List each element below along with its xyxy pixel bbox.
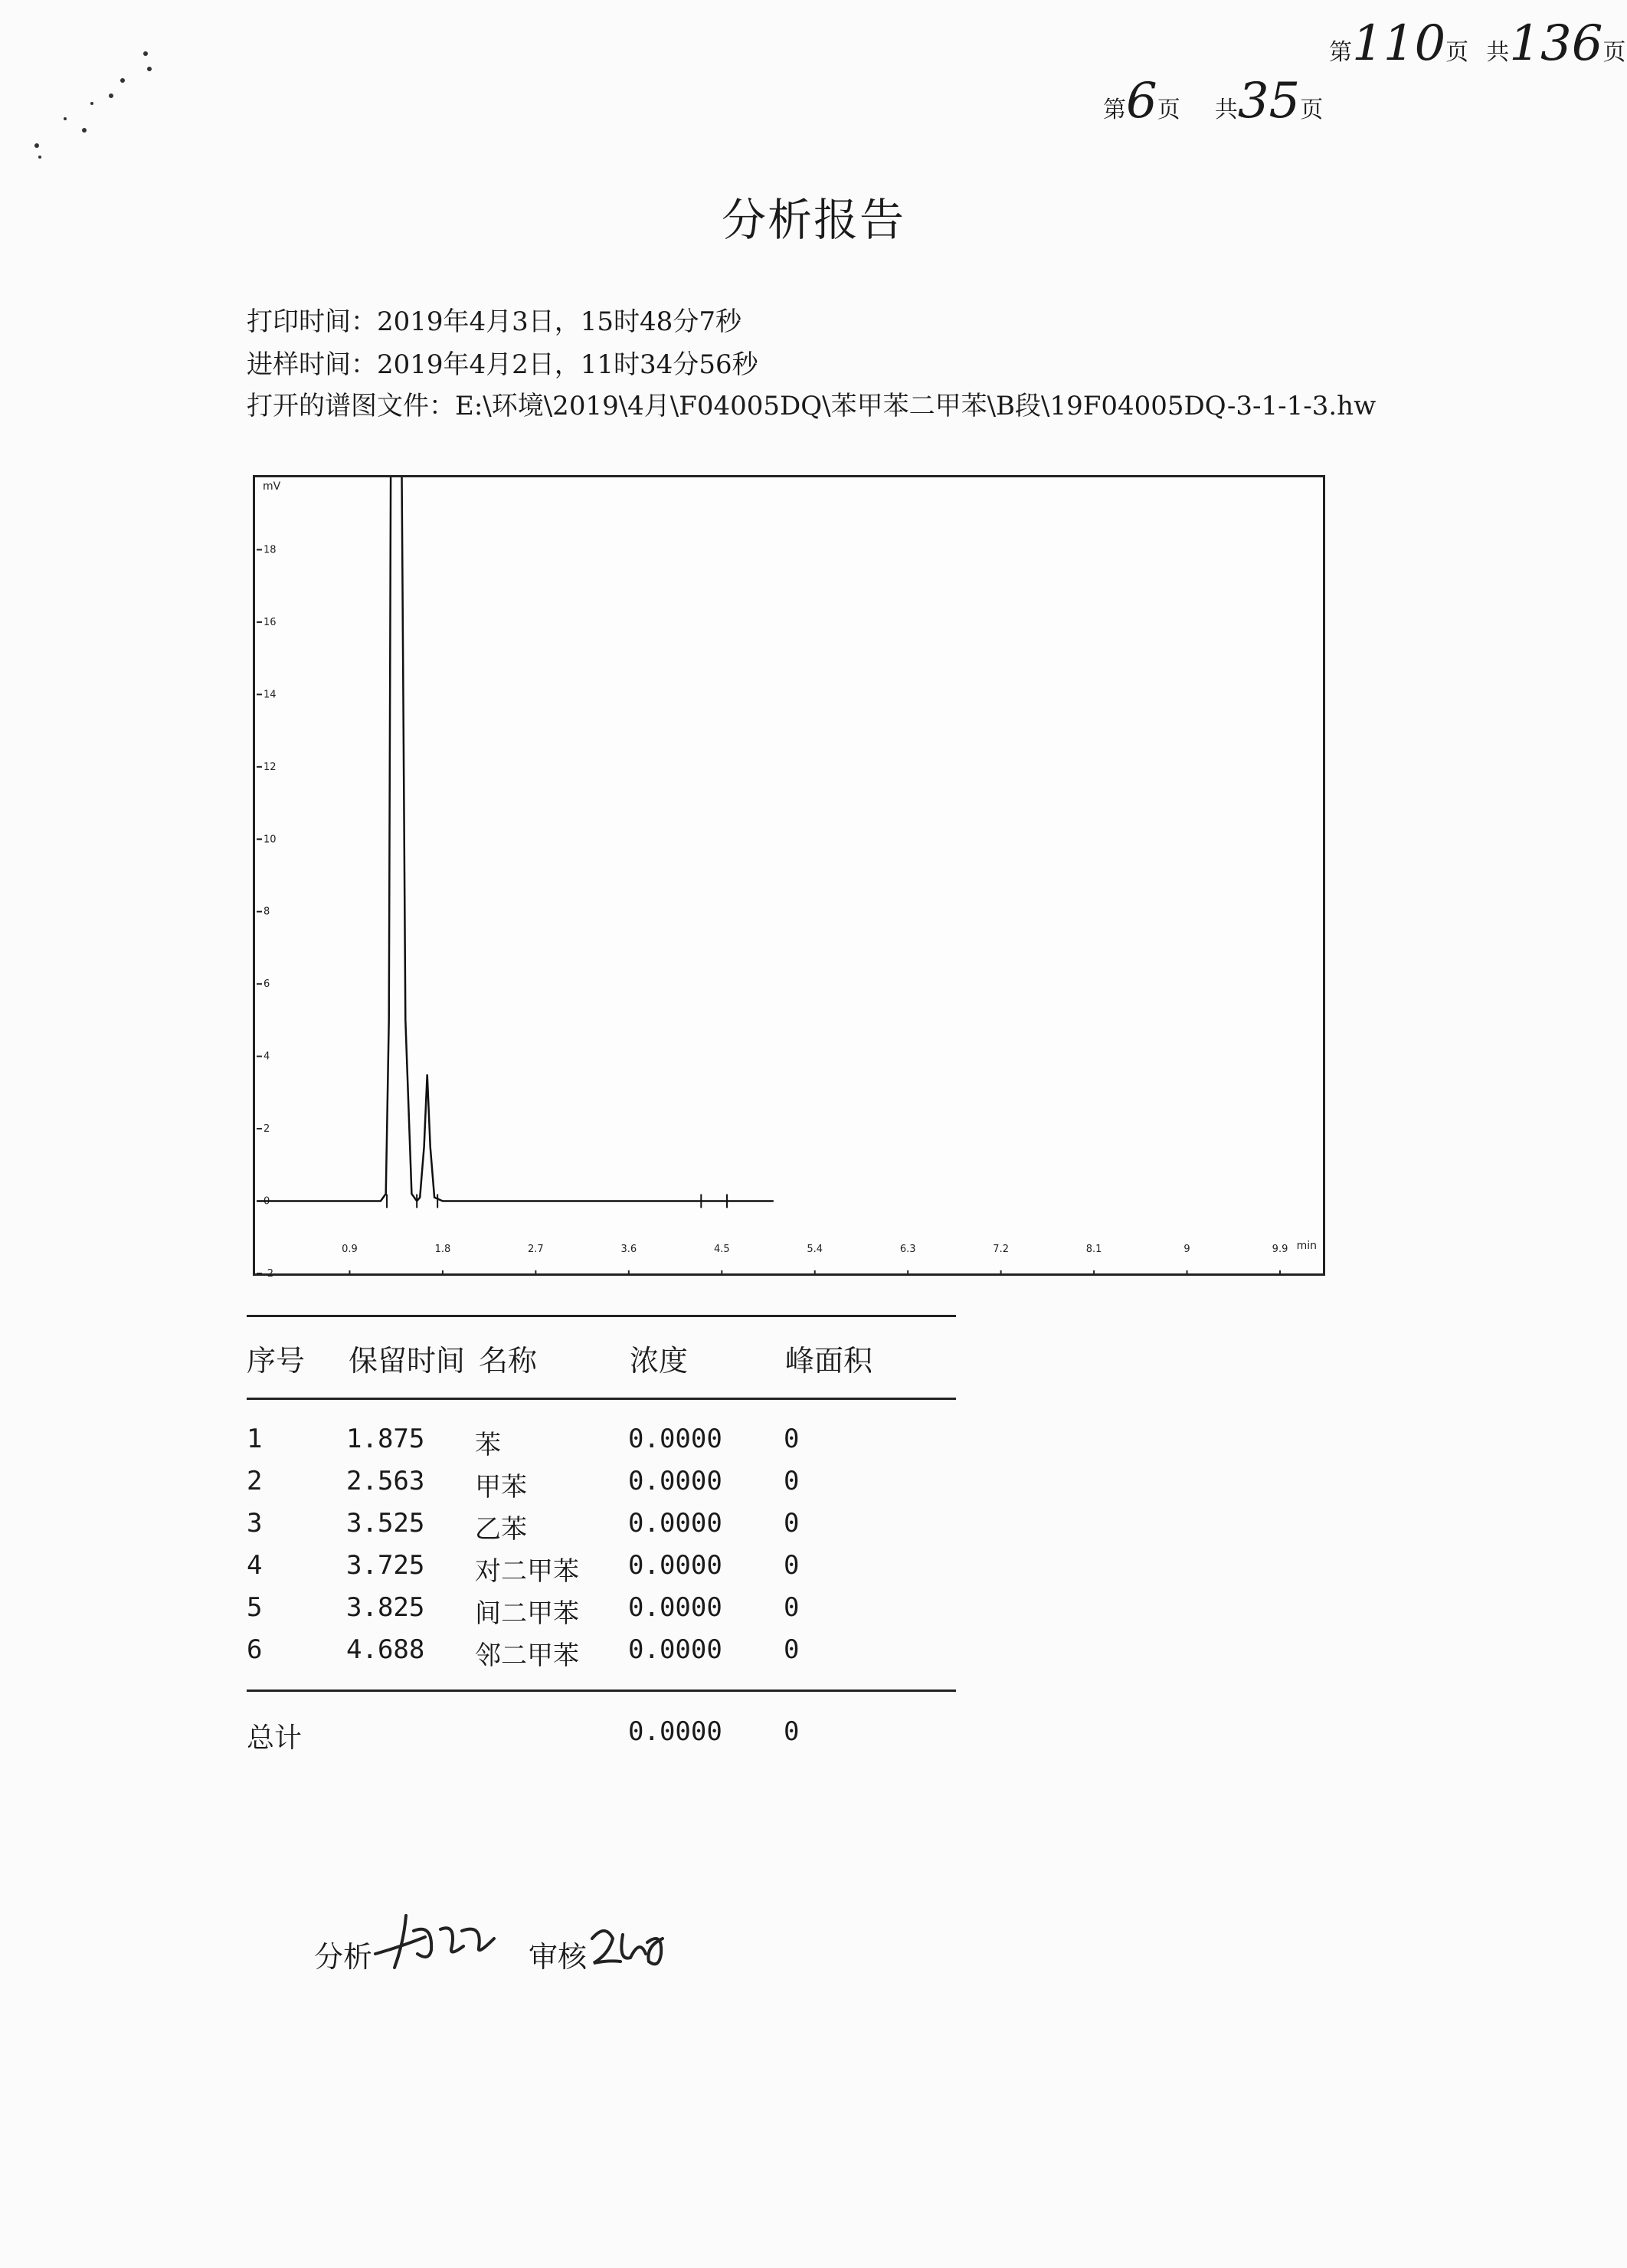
x-tick-label: 9.9 — [1272, 1244, 1288, 1255]
x-tick-label: 4.5 — [713, 1244, 730, 1255]
cell-index: 5 — [247, 1592, 263, 1623]
cell-name: 甲苯 — [475, 1472, 527, 1503]
header-name: 名称 — [479, 1344, 538, 1378]
cell-name: 间二甲苯 — [475, 1598, 579, 1629]
y-tick-label: 0 — [264, 1195, 270, 1208]
total-concentration: 0.0000 — [628, 1716, 722, 1747]
chromatogram-frame — [253, 475, 1325, 1280]
cell-name: 乙苯 — [475, 1514, 527, 1545]
y-tick-label: 4 — [264, 1050, 270, 1063]
total-label: 总计 — [247, 1722, 303, 1754]
y-tick-label: -2 — [264, 1268, 273, 1280]
cell-index: 2 — [247, 1466, 263, 1496]
table-bottom-rule — [247, 1690, 956, 1692]
table-header-rule — [247, 1398, 956, 1400]
x-tick-label: 6.3 — [899, 1244, 916, 1255]
cell-peak-area: 0 — [784, 1550, 800, 1581]
x-tick-label: 8.1 — [1085, 1244, 1102, 1255]
cell-peak-area: 0 — [784, 1424, 800, 1454]
cell-retention-time: 3.525 — [346, 1508, 425, 1539]
y-tick-label: 12 — [264, 761, 277, 773]
y-tick-label: 18 — [264, 544, 277, 556]
outer-page-number: 第110页 共136页 — [1329, 15, 1626, 72]
total-peak-area: 0 — [784, 1716, 800, 1747]
scan-specks — [31, 46, 161, 161]
header-index: 序号 — [247, 1344, 306, 1378]
y-tick-label: 6 — [264, 978, 270, 991]
cell-concentration: 0.0000 — [628, 1466, 722, 1496]
cell-concentration: 0.0000 — [628, 1592, 722, 1623]
y-tick-label: 10 — [264, 834, 277, 846]
x-axis-label: min — [1296, 1240, 1317, 1252]
cell-index: 6 — [247, 1634, 263, 1665]
x-tick-label: 2.7 — [528, 1244, 544, 1255]
cell-retention-time: 4.688 — [346, 1634, 425, 1665]
cell-peak-area: 0 — [784, 1508, 800, 1539]
outer-page-current: 110 — [1352, 15, 1446, 72]
inner-page-current: 6 — [1126, 73, 1157, 129]
x-tick-label: 3.6 — [620, 1244, 637, 1255]
cell-retention-time: 2.563 — [346, 1466, 425, 1496]
reviewer-signature — [586, 1916, 670, 1977]
outer-page-total: 136 — [1509, 15, 1603, 72]
file-path: 打开的谱图文件：E:\环境\2019\4月\F04005DQ\苯甲苯二甲苯\B段\19F04005DQ-3-1-1-3.hw — [247, 391, 1377, 421]
cell-peak-area: 0 — [784, 1592, 800, 1623]
y-tick-label: 14 — [264, 689, 277, 701]
cell-retention-time: 3.825 — [346, 1592, 425, 1623]
table-top-rule — [247, 1315, 956, 1317]
print-time: 打印时间：2019年4月3日，15时48分7秒 — [247, 306, 741, 337]
x-tick-label: 9 — [1183, 1244, 1190, 1255]
chromatogram-trace — [257, 405, 774, 1201]
cell-retention-time: 1.875 — [346, 1424, 425, 1454]
cell-index: 4 — [247, 1550, 263, 1581]
x-tick-label: 7.2 — [993, 1244, 1009, 1255]
inject-time: 进样时间：2019年4月2日，11时34分56秒 — [247, 349, 758, 380]
y-tick-label: 8 — [264, 906, 270, 918]
header-peak-area: 峰面积 — [785, 1344, 873, 1378]
header-retention-time: 保留时间 — [349, 1344, 466, 1378]
y-tick-label: 16 — [264, 616, 277, 628]
chromatogram — [255, 477, 1323, 1280]
cell-concentration: 0.0000 — [628, 1634, 722, 1665]
cell-index: 1 — [247, 1424, 263, 1454]
cell-retention-time: 3.725 — [346, 1550, 425, 1581]
cell-name: 苯 — [475, 1430, 501, 1460]
inner-page-number: 第6页 共35页 — [1103, 73, 1324, 129]
cell-peak-area: 0 — [784, 1634, 800, 1665]
cell-concentration: 0.0000 — [628, 1508, 722, 1539]
reviewer-label: 审核 — [529, 1940, 588, 1974]
cell-peak-area: 0 — [784, 1466, 800, 1496]
cell-name: 对二甲苯 — [475, 1556, 579, 1587]
header-concentration: 浓度 — [630, 1344, 689, 1378]
cell-index: 3 — [247, 1508, 263, 1539]
analyst-label: 分析 — [314, 1940, 373, 1974]
x-tick-label: 5.4 — [807, 1244, 823, 1255]
cell-name: 邻二甲苯 — [475, 1640, 579, 1671]
inner-page-total: 35 — [1237, 73, 1301, 129]
x-tick-label: 0.9 — [342, 1244, 358, 1255]
x-tick-label: 1.8 — [434, 1244, 451, 1255]
cell-concentration: 0.0000 — [628, 1550, 722, 1581]
page-title: 分析报告 — [721, 194, 905, 246]
analyst-signature — [372, 1900, 502, 1973]
y-tick-label: 2 — [264, 1123, 270, 1136]
y-axis-label: mV — [263, 480, 281, 493]
cell-concentration: 0.0000 — [628, 1424, 722, 1454]
